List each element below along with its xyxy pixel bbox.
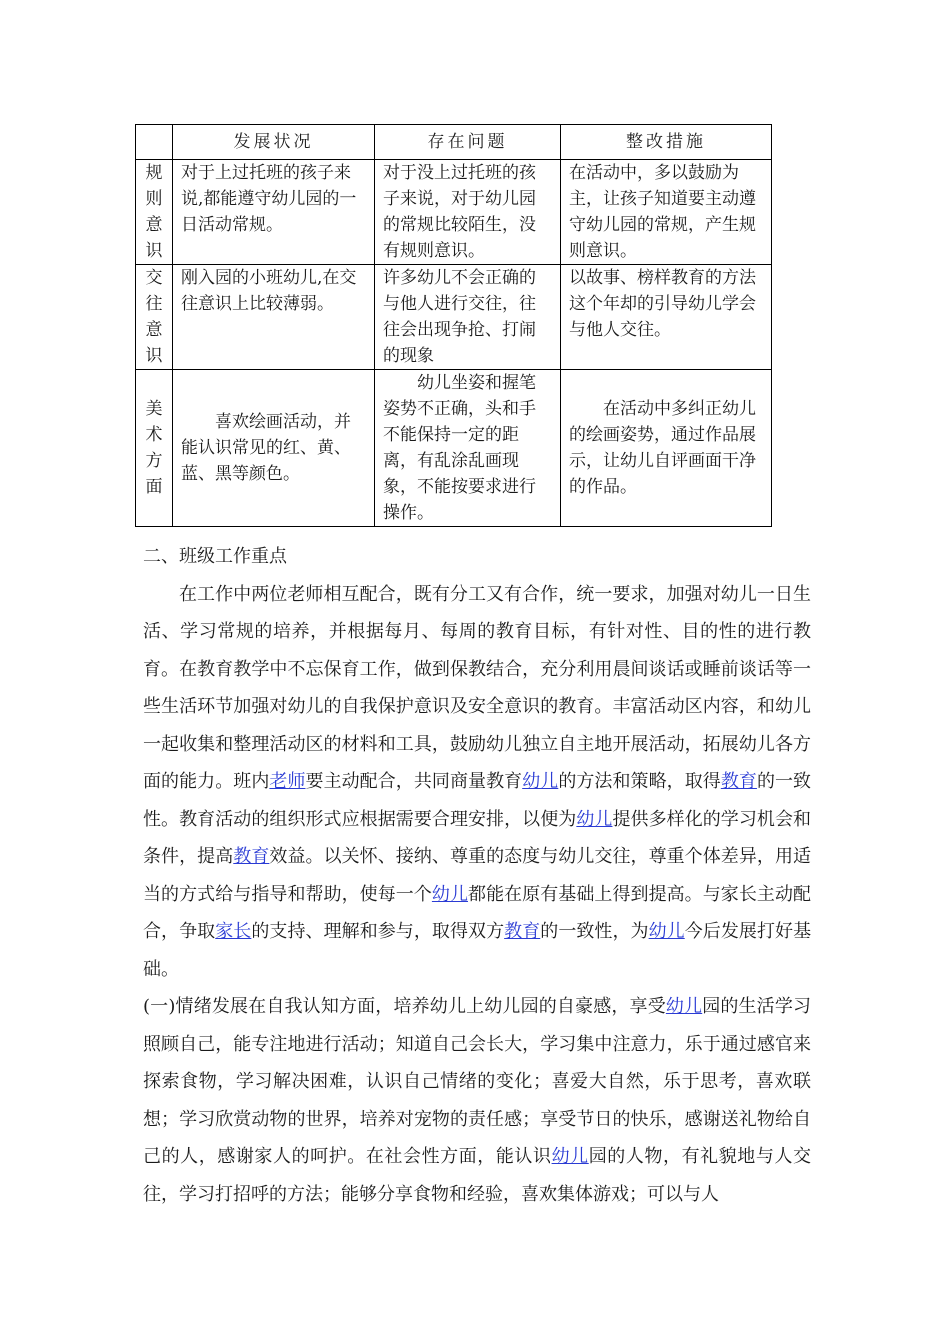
table-row	[136, 160, 772, 265]
text-run: 都能在原有基础上得到提高。与家长主动配合，争取	[143, 883, 812, 942]
link-education[interactable]: 教育	[233, 846, 270, 867]
cell-problem: 幼儿坐姿和握笔姿势不正确，头和手不能保持一定的距离，有乱涂乱画现象，不能按要求进行操作。	[375, 370, 561, 527]
paragraph-work-focus	[143, 576, 811, 989]
text-run: 要主动配合，共同商量教育	[305, 771, 523, 792]
link-education[interactable]: 教育	[504, 921, 541, 942]
text-run: 效益。以关怀、接纳、尊重的态度与幼儿交往，尊重个体差异，用适当的方式给与指导和帮助，使每一个	[143, 846, 812, 905]
cell-measure: 在活动中多纠正幼儿的绘画姿势，通过作品展示，让幼儿自评画面干净的作品。	[561, 370, 772, 527]
header-problem: 存在问题	[375, 125, 561, 160]
header-measure: 整改措施	[561, 125, 772, 160]
cell-measure: 在活动中，多以鼓励为主，让孩子知道要主动遵守幼儿园的常规，产生规则意识。	[561, 160, 772, 265]
cell-status: 刚入园的小班幼儿,在交往意识上比较薄弱。	[173, 265, 375, 370]
table-header-row	[136, 125, 772, 160]
cell-status: 对于上过托班的孩子来说,都能遵守幼儿园的一日活动常规。	[173, 160, 375, 265]
link-child[interactable]: 幼儿	[648, 921, 685, 942]
row-label: 美术方面	[145, 399, 163, 497]
link-parent[interactable]: 家长	[215, 921, 252, 942]
text-run: (一)情绪发展在自我认知方面，培养幼儿上幼儿园的自豪感，享受	[143, 996, 666, 1017]
header-status: 发展状况	[173, 125, 375, 160]
link-teacher[interactable]: 老师	[269, 771, 306, 792]
table-row	[136, 265, 772, 370]
cell-measure: 以故事、榜样教育的方法这个年却的引导幼儿学会与他人交往。	[561, 265, 772, 370]
text-run: 的一致性，为	[540, 921, 649, 942]
text-run: 园的人物，有礼貌地与人交往，学习打招呼的方法；能够分享食物和经验，喜欢集体游戏；可以与人	[143, 1146, 812, 1205]
row-label: 规则意识	[145, 163, 163, 261]
link-child[interactable]: 幼儿	[665, 996, 703, 1017]
paragraph-emotion	[143, 988, 811, 1213]
status-table	[135, 124, 772, 527]
link-child[interactable]: 幼儿	[431, 883, 469, 905]
cell-problem: 对于没上过托班的孩子来说，对于幼儿园的常规比较陌生，没有规则意识。	[375, 160, 561, 265]
text-run: 园的生活学习照顾自己，能专注地进行活动；知道自己会长大，学习集中注意力，乐于通过感官来探索食物，学习解决困难，认识自己情绪的变化；喜爱大自然，乐于思考，喜欢联想；学习欣赏动物的世界，培养对宠物的责任感；享受节日的快乐，感谢送礼物给自己的人，感谢家人的呵护。在社会性方面，能认识	[143, 996, 812, 1167]
link-child[interactable]: 幼儿	[576, 808, 613, 830]
cell-problem: 许多幼儿不会正确的与他人进行交往，往往会出现争抢、打闹的现象	[375, 265, 561, 370]
text-run: 提供多样化的学习机会和条件，提高	[143, 808, 812, 867]
table-row	[136, 370, 772, 527]
header-empty	[136, 125, 173, 160]
link-child[interactable]: 幼儿	[522, 771, 559, 792]
text-run: 在工作中两位老师相互配合，既有分工又有合作，统一要求，加强对幼儿一日生活、学习常规的培养，并根据每月、每周的教育目标，有针对性、目的性的进行教育。在教育教学中不忘保育工作，做到保教结合，充分利用晨间谈话或睡前谈话等一些生活环节加强对幼儿的自我保护意识及安全意识的教育。丰富活动区内容，和幼儿一起收集和整理活动区的材料和工具，鼓励幼儿独立自主地开展活动，拓展幼儿各方面的能力。班内	[143, 583, 811, 792]
section-title: 二、班级工作重点	[143, 546, 287, 567]
cell-status: 喜欢绘画活动，并能认识常见的红、黄、蓝、黑等颜色。	[173, 370, 375, 527]
text-run: 的一致性。教育活动的组织形式应根据需要合理安排，以便为	[143, 771, 812, 830]
text-run: 的支持、理解和参与，取得双方	[251, 921, 505, 942]
document-body	[143, 538, 811, 1213]
link-education[interactable]: 教育	[720, 771, 757, 792]
text-run: 的方法和策略，取得	[558, 771, 721, 792]
row-label: 交往意识	[145, 268, 163, 366]
text-run: 今后发展打好基础。	[143, 921, 812, 980]
link-child[interactable]: 幼儿	[551, 1146, 589, 1167]
